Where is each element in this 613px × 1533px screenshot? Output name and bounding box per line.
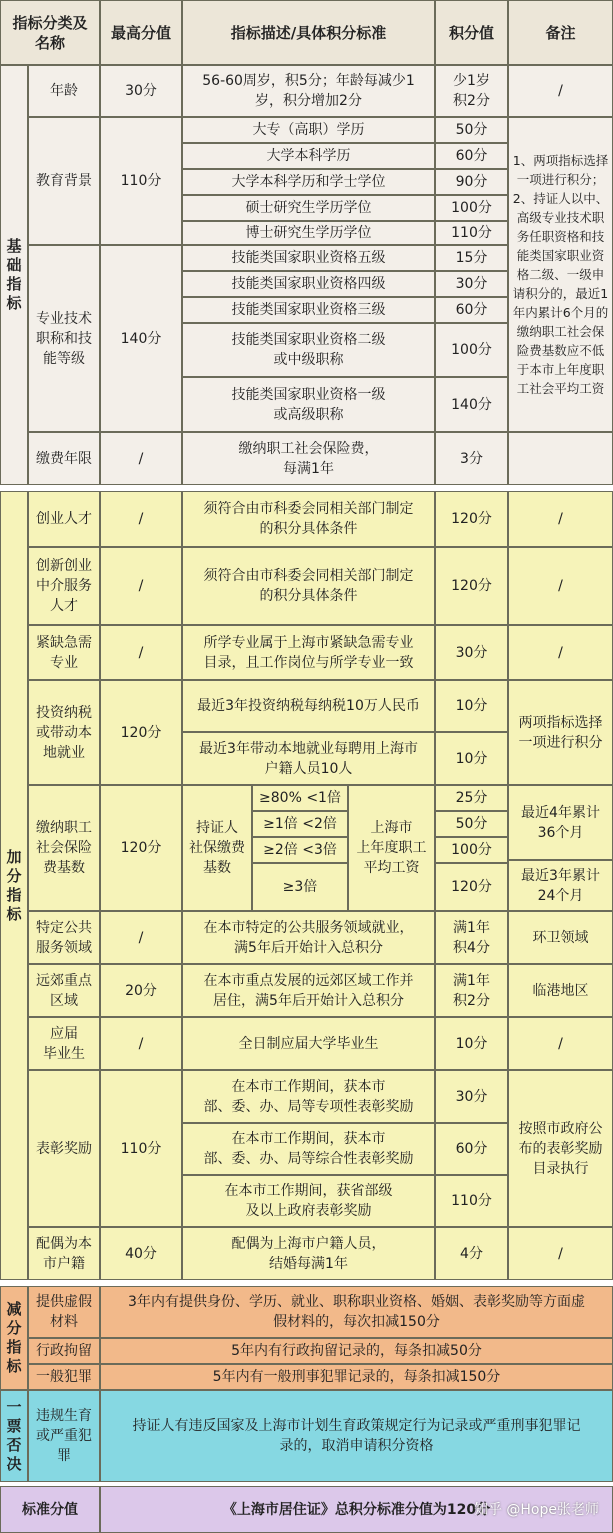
bonus-suburb-name: 远郊重点 区域 bbox=[28, 964, 100, 1017]
edu-row-score: 60分 bbox=[435, 143, 508, 169]
bonus-public-name: 特定公共 服务领域 bbox=[28, 911, 100, 964]
basic-edu-max: 110分 bbox=[100, 117, 182, 245]
award-row-score: 110分 bbox=[435, 1175, 508, 1227]
basic-years-max: / bbox=[100, 432, 182, 485]
bonus-suburb-note: 临港地区 bbox=[508, 964, 613, 1017]
bonus-shortage-score: 30分 bbox=[435, 625, 508, 680]
veto-desc: 持证人有违反国家及上海市计划生育政策规定行为记录或严重刑事犯罪记 录的，取消申请积分资格 bbox=[100, 1390, 613, 1482]
edu-row-score: 90分 bbox=[435, 169, 508, 195]
basic-age-note: / bbox=[508, 65, 613, 117]
bonus-grad-max: / bbox=[100, 1017, 182, 1070]
skill-row-desc: 技能类国家职业资格五级 bbox=[182, 245, 435, 271]
insurance-range: ≥80% <1倍 bbox=[252, 785, 348, 811]
edu-row-desc: 大学本科学历 bbox=[182, 143, 435, 169]
skill-row-score: 60分 bbox=[435, 297, 508, 323]
edu-row-desc: 大学本科学历和学士学位 bbox=[182, 169, 435, 195]
bonus-insurance-name: 缴纳职工 社会保险 费基数 bbox=[28, 785, 100, 911]
skill-row-score: 100分 bbox=[435, 323, 508, 377]
basic-years-desc: 缴纳职工社会保险费， 每满1年 bbox=[182, 432, 435, 485]
bonus-spouse-score: 4分 bbox=[435, 1227, 508, 1280]
award-row-score: 30分 bbox=[435, 1070, 508, 1123]
insurance-score: 50分 bbox=[435, 811, 508, 837]
deduct-crime-name: 一般犯罪 bbox=[28, 1364, 100, 1390]
edu-row-score: 110分 bbox=[435, 221, 508, 245]
invest-row-score: 10分 bbox=[435, 680, 508, 732]
section-deduct: 减 分 指 标 bbox=[0, 1286, 28, 1390]
bonus-agency-name: 创新创业 中介服务 人才 bbox=[28, 547, 100, 625]
section-basic: 基 础 指 标 bbox=[0, 65, 28, 485]
bonus-agency-note: / bbox=[508, 547, 613, 625]
bonus-award-max: 110分 bbox=[100, 1070, 182, 1227]
bonus-suburb-desc: 在本市重点发展的远郊区域工作并 居住，满5年后开始计入总积分 bbox=[182, 964, 435, 1017]
bonus-spouse-max: 40分 bbox=[100, 1227, 182, 1280]
insurance-note-4yr: 最近4年累计 36个月 bbox=[508, 785, 613, 860]
insurance-reference-label: 上海市 上年度职工 平均工资 bbox=[348, 785, 435, 911]
bonus-grad-score: 10分 bbox=[435, 1017, 508, 1070]
skill-row-desc: 技能类国家职业资格四级 bbox=[182, 271, 435, 297]
insurance-score: 120分 bbox=[435, 863, 508, 911]
bonus-suburb-score: 满1年 积2分 bbox=[435, 964, 508, 1017]
bonus-public-score: 满1年 积4分 bbox=[435, 911, 508, 964]
invest-row-score: 10分 bbox=[435, 732, 508, 785]
section-bonus: 加 分 指 标 bbox=[0, 491, 28, 1280]
award-row-desc: 在本市工作期间，获省部级 及以上政府表彰奖励 bbox=[182, 1175, 435, 1227]
bonus-startup-max: / bbox=[100, 491, 182, 547]
basic-age-score: 少1岁 积2分 bbox=[435, 65, 508, 117]
bonus-public-max: / bbox=[100, 911, 182, 964]
deduct-fraud-name: 提供虚假 材料 bbox=[28, 1286, 100, 1338]
bonus-public-note: 环卫领域 bbox=[508, 911, 613, 964]
basic-years-note bbox=[508, 432, 613, 485]
standard-desc: 《上海市居住证》总积分标准分值为120分 bbox=[100, 1486, 613, 1533]
skill-row-score: 30分 bbox=[435, 271, 508, 297]
bonus-startup-desc: 须符合由市科委会同相关部门制定 的积分具体条件 bbox=[182, 491, 435, 547]
basic-edu-note: 1、两项指标选择 一项进行积分； 2、持证人以中、 高级专业技术职 务任职资格和技 能类国家职业资 格二级、一级申 请积分的，最近1 年内累计6个月的 缴纳职工社会保 险费基数应不低 于本市上年度职 工社会平均工资 bbox=[508, 117, 613, 432]
bonus-shortage-name: 紧缺急需 专业 bbox=[28, 625, 100, 680]
edu-row-desc: 博士研究生学历学位 bbox=[182, 221, 435, 245]
header-max-score: 最高分值 bbox=[100, 0, 182, 65]
basic-edu-name: 教育背景 bbox=[28, 117, 100, 245]
insurance-range: ≥2倍 <3倍 bbox=[252, 837, 348, 863]
bonus-shortage-max: / bbox=[100, 625, 182, 680]
section-veto: 一 票 否 决 bbox=[0, 1390, 28, 1482]
basic-skill-max: 140分 bbox=[100, 245, 182, 432]
basic-age-max: 30分 bbox=[100, 65, 182, 117]
bonus-agency-max: / bbox=[100, 547, 182, 625]
bonus-shortage-desc: 所学专业属于上海市紧缺急需专业 目录，且工作岗位与所学专业一致 bbox=[182, 625, 435, 680]
bonus-startup-score: 120分 bbox=[435, 491, 508, 547]
header-note: 备注 bbox=[508, 0, 613, 65]
deduct-detention-name: 行政拘留 bbox=[28, 1338, 100, 1364]
bonus-spouse-name: 配偶为本 市户籍 bbox=[28, 1227, 100, 1280]
bonus-startup-note: / bbox=[508, 491, 613, 547]
bonus-award-note: 按照市政府公 布的表彰奖励 目录执行 bbox=[508, 1070, 613, 1227]
bonus-invest-name: 投资纳税 或带动本 地就业 bbox=[28, 680, 100, 785]
veto-name: 违规生育 或严重犯 罪 bbox=[28, 1390, 100, 1482]
insurance-score: 100分 bbox=[435, 837, 508, 863]
edu-row-desc: 大专（高职）学历 bbox=[182, 117, 435, 143]
bonus-grad-name: 应届 毕业生 bbox=[28, 1017, 100, 1070]
bonus-agency-desc: 须符合由市科委会同相关部门制定 的积分具体条件 bbox=[182, 547, 435, 625]
basic-years-name: 缴费年限 bbox=[28, 432, 100, 485]
bonus-invest-max: 120分 bbox=[100, 680, 182, 785]
award-row-desc: 在本市工作期间，获本市 部、委、办、局等综合性表彰奖励 bbox=[182, 1123, 435, 1175]
insurance-range: ≥3倍 bbox=[252, 863, 348, 911]
basic-age-desc: 56-60周岁，积5分；年龄每减少1 岁，积分增加2分 bbox=[182, 65, 435, 117]
bonus-spouse-desc: 配偶为上海市户籍人员， 结婚每满1年 bbox=[182, 1227, 435, 1280]
bonus-agency-score: 120分 bbox=[435, 547, 508, 625]
bonus-public-desc: 在本市特定的公共服务领域就业， 满5年后开始计入总积分 bbox=[182, 911, 435, 964]
insurance-range: ≥1倍 <2倍 bbox=[252, 811, 348, 837]
skill-row-score: 15分 bbox=[435, 245, 508, 271]
header-description: 指标描述/具体积分标准 bbox=[182, 0, 435, 65]
header-category: 指标分类及 名称 bbox=[0, 0, 100, 65]
skill-row-desc: 技能类国家职业资格三级 bbox=[182, 297, 435, 323]
award-row-score: 60分 bbox=[435, 1123, 508, 1175]
bonus-award-name: 表彰奖励 bbox=[28, 1070, 100, 1227]
insurance-score: 25分 bbox=[435, 785, 508, 811]
insurance-note-3yr: 最近3年累计 24个月 bbox=[508, 860, 613, 911]
standard-name: 标准分值 bbox=[0, 1486, 100, 1533]
skill-row-score: 140分 bbox=[435, 377, 508, 432]
bonus-shortage-note: / bbox=[508, 625, 613, 680]
award-row-desc: 在本市工作期间，获本市 部、委、办、局等专项性表彰奖励 bbox=[182, 1070, 435, 1123]
skill-row-desc: 技能类国家职业资格一级 或高级职称 bbox=[182, 377, 435, 432]
header-score: 积分值 bbox=[435, 0, 508, 65]
bonus-invest-note: 两项指标选择 一项进行积分 bbox=[508, 680, 613, 785]
deduct-fraud-desc: 3年内有提供身份、学历、就业、职称职业资格、婚姻、表彰奖励等方面虚 假材料的，每次扣减150分 bbox=[100, 1286, 613, 1338]
watermark: 知乎 @Hope张老师 bbox=[473, 1502, 599, 1518]
bonus-suburb-max: 20分 bbox=[100, 964, 182, 1017]
edu-row-desc: 硕士研究生学历学位 bbox=[182, 195, 435, 221]
invest-row-desc: 最近3年投资纳税每纳税10万人民币 bbox=[182, 680, 435, 732]
invest-row-desc: 最近3年带动本地就业每聘用上海市 户籍人员10人 bbox=[182, 732, 435, 785]
deduct-crime-desc: 5年内有一般刑事犯罪记录的，每条扣减150分 bbox=[100, 1364, 613, 1390]
deduct-detention-desc: 5年内有行政拘留记录的，每条扣减50分 bbox=[100, 1338, 613, 1364]
bonus-spouse-note: / bbox=[508, 1227, 613, 1280]
edu-row-score: 50分 bbox=[435, 117, 508, 143]
skill-row-desc: 技能类国家职业资格二级 或中级职称 bbox=[182, 323, 435, 377]
basic-age-name: 年龄 bbox=[28, 65, 100, 117]
bonus-grad-note: / bbox=[508, 1017, 613, 1070]
bonus-startup-name: 创业人才 bbox=[28, 491, 100, 547]
basic-years-score: 3分 bbox=[435, 432, 508, 485]
edu-row-score: 100分 bbox=[435, 195, 508, 221]
insurance-basis-label: 持证人 社保缴费 基数 bbox=[182, 785, 252, 911]
bonus-grad-desc: 全日制应届大学毕业生 bbox=[182, 1017, 435, 1070]
basic-skill-name: 专业技术 职称和技 能等级 bbox=[28, 245, 100, 432]
bonus-insurance-max: 120分 bbox=[100, 785, 182, 911]
